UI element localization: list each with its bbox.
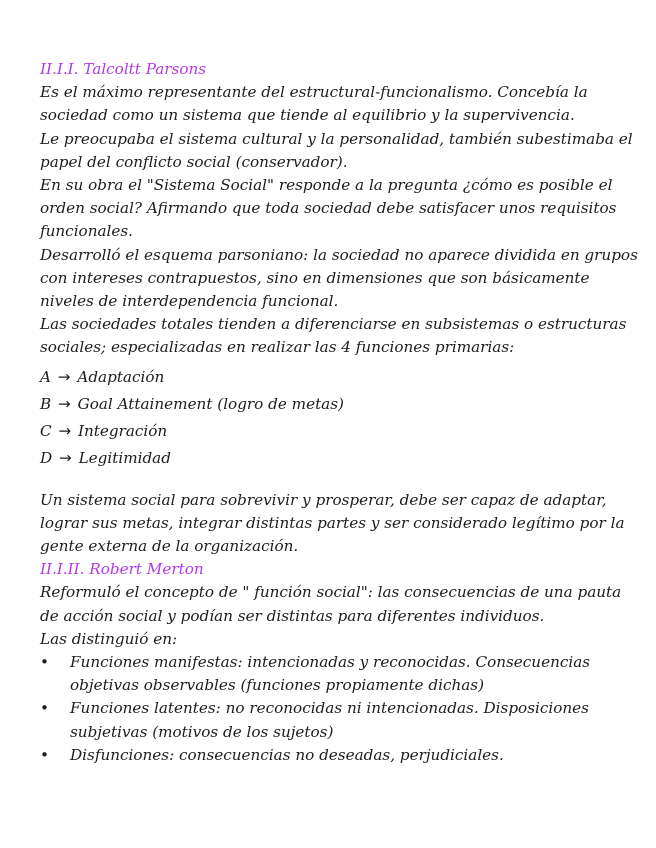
function-item-a bbox=[40, 364, 640, 391]
list-item bbox=[40, 697, 640, 743]
function-item-d bbox=[40, 445, 640, 472]
function-letter: B bbox=[40, 394, 52, 413]
paragraph: Reformuló el concepto de " función social": las consecuencias de una pauta de acción social y podían ser distintas para diferentes individuos. bbox=[40, 583, 622, 625]
arrow-right-icon: → bbox=[59, 448, 72, 467]
list-item bbox=[40, 651, 640, 697]
function-item-c bbox=[40, 418, 640, 445]
document-page bbox=[40, 58, 640, 767]
section-heading-parsons: II.I.I. Talcoltt Parsons bbox=[40, 60, 207, 78]
bullet-text: Funciones latentes: no reconocidas ni intencionadas. Disposiciones subjetivas (motivos de los sujetos) bbox=[70, 699, 589, 741]
paragraph: En su obra el "Sistema Social" responde a la pregunta ¿cómo es posible el orden social? Afirmando que toda sociedad debe satisfacer unos requisitos funcionales. bbox=[40, 176, 617, 241]
function-label: Integración bbox=[78, 421, 168, 440]
function-item-b bbox=[40, 391, 640, 418]
function-letter: D bbox=[40, 448, 53, 467]
paragraph: Las sociedades totales tienden a diferenciarse en subsistemas o estructuras sociales; especializadas en realizar las 4 funciones primarias: bbox=[40, 315, 627, 357]
paragraph: Desarrolló el esquema parsoniano: la sociedad no aparece dividida en grupos con intereses contrapuestos, sino en dimensiones que son básicamente niveles de interdependencia funcional. bbox=[40, 245, 638, 311]
paragraph: Es el máximo representante del estructural-funcionalismo. Concebía la sociedad como un sistema que tiende al equilibrio y la supervivencia. bbox=[40, 83, 588, 125]
function-letter: A bbox=[40, 367, 51, 386]
paragraph: Las distinguió en: bbox=[40, 629, 178, 648]
arrow-right-icon: → bbox=[58, 394, 71, 413]
function-label: Goal Attainement (logro de metas) bbox=[77, 394, 344, 413]
function-letter: C bbox=[40, 421, 52, 440]
bullet-list bbox=[40, 651, 640, 767]
arrow-right-icon: → bbox=[58, 421, 72, 440]
function-label: Adaptación bbox=[77, 367, 165, 386]
paragraph: Le preocupaba el sistema cultural y la personalidad, también subestimaba el papel del conflicto social (conservador). bbox=[40, 129, 633, 171]
bullet-icon: • bbox=[40, 653, 49, 672]
bullet-icon: • bbox=[40, 745, 49, 764]
arrow-right-icon: → bbox=[57, 367, 71, 386]
bullet-text: Funciones manifestas: intencionadas y reconocidas. Consecuencias objetivas observables (funciones propiamente dichas) bbox=[70, 653, 591, 695]
section-heading-merton: II.I.II. Robert Merton bbox=[40, 560, 204, 579]
bullet-icon: • bbox=[40, 699, 49, 718]
bullet-text: Disfunciones: consecuencias no deseadas, perjudiciales. bbox=[70, 745, 504, 764]
spacer bbox=[40, 472, 640, 489]
list-item bbox=[40, 744, 640, 767]
function-label: Legitimidad bbox=[78, 448, 171, 467]
conclusion-paragraph: Un sistema social para sobrevivir y prosperar, debe ser capaz de adaptar, lograr sus metas, integrar distintas partes y ser considerado legítimo por la gente externa de la organización. bbox=[40, 490, 625, 556]
functions-list bbox=[40, 364, 640, 472]
